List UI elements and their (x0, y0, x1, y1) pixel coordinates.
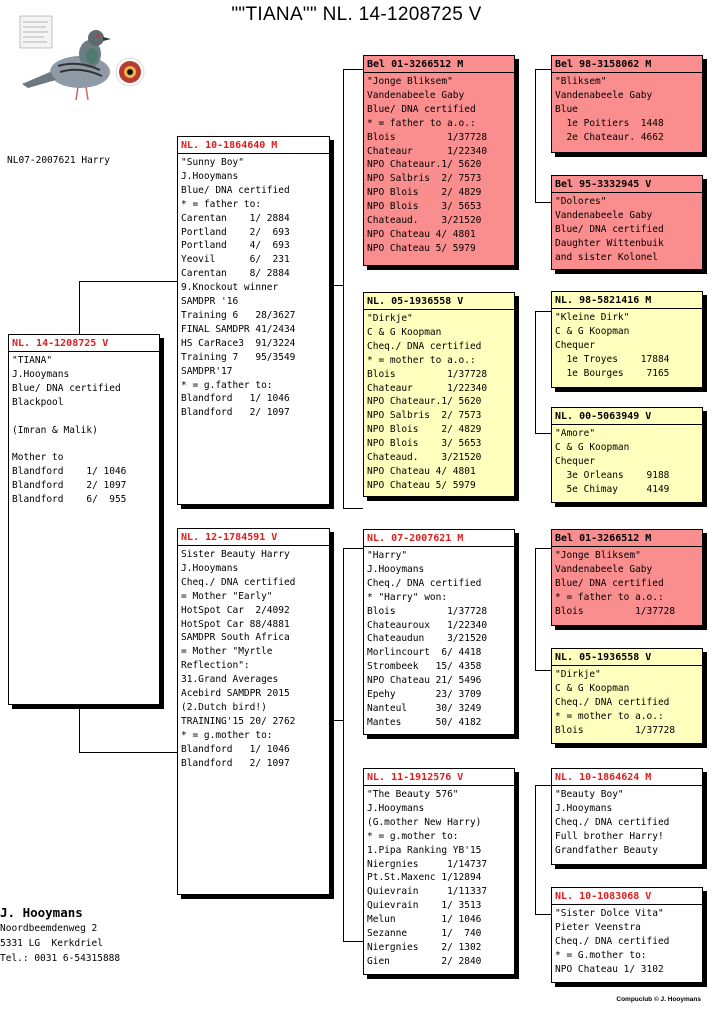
pedigree-line: "Bliksem" (555, 76, 607, 87)
pedigree-line: Grandfather Beauty (555, 844, 658, 856)
ring-number: NL. 14-1208725 V (9, 337, 159, 352)
pedigree-lines (555, 75, 699, 145)
pedigree-line: * = g.father to: (181, 379, 273, 391)
connector (535, 785, 551, 786)
pedigree-line: Cheq./ DNA certified (181, 576, 296, 588)
pedigree-line: "Dolores" (555, 196, 607, 207)
pedigree-line: SAMDPR'17 (181, 365, 233, 377)
pedigree-line: Cheq./ DNA certified (367, 340, 482, 352)
pigeon-logo-image (18, 14, 148, 109)
pedigree-line: FINAL SAMDPR 41/2434 (181, 323, 296, 335)
pedigree-box-ddd (551, 887, 703, 983)
ring-number: NL. 05-1936558 V (364, 295, 514, 310)
pedigree-line: NPO Chateau 1/ 3102 (555, 963, 664, 975)
pedigree-line: Blandford 2/ 1097 (12, 480, 127, 492)
pedigree-lines (555, 907, 699, 977)
pedigree-line: * = father to a.o.: (555, 591, 664, 603)
pedigree-line: 9.Knockout winner (181, 282, 279, 294)
pedigree-line: and sister Kolonel (555, 251, 658, 263)
owner-address-line: Noordbeemdenweg 2 (0, 923, 98, 934)
pedigree-line: C & G Koopman (555, 441, 630, 453)
pedigree-line: NPO Blois 3/ 5653 (367, 201, 482, 213)
pedigree-box-subject (8, 334, 160, 705)
sibling-note: NL07-2007621 Harry (7, 155, 110, 166)
connector (343, 548, 363, 549)
pedigree-line: Blue/ DNA certified (12, 382, 121, 394)
pedigree-lines (555, 549, 699, 619)
ring-number: NL. 10-1864640 M (178, 139, 329, 154)
connector (535, 670, 551, 671)
ring-number: Bel 95-3332945 V (552, 178, 702, 193)
page-title: ""TIANA"" NL. 14-1208725 V (231, 4, 482, 25)
connector (343, 69, 344, 509)
connector (535, 548, 551, 549)
ring-number: NL. 10-1864624 M (552, 771, 702, 786)
ring-number: NL. 07-2007621 M (364, 532, 514, 547)
pedigree-line: Carentan 1/ 2884 (181, 212, 290, 224)
pedigree-line: Chateaud. 3/21520 (367, 215, 482, 227)
pedigree-line: HotSpot Car 88/4881 (181, 618, 290, 630)
pedigree-line: "Jonge Bliksem" (555, 550, 641, 561)
pedigree-line: "Dirkje" (367, 313, 413, 324)
pedigree-line: "The Beauty 576" (367, 789, 459, 800)
pedigree-line: 3e Orleans 9188 (555, 469, 670, 481)
connector (343, 548, 344, 942)
pedigree-line: (2.Dutch bird!) (181, 701, 267, 713)
pedigree-line: NPO Salbris 2/ 7573 (367, 410, 482, 422)
pedigree-line: Sezanne 1/ 740 (367, 928, 482, 940)
pedigree-line: "Beauty Boy" (555, 789, 624, 800)
pedigree-line: (Imran & Malik) (12, 424, 98, 436)
pedigree-box-sss (551, 55, 703, 153)
pedigree-line: Blandford 2/ 1097 (181, 757, 290, 769)
pedigree-lines (555, 668, 699, 738)
pedigree-line: Pieter Veenstra (555, 921, 641, 933)
pedigree-line (12, 437, 156, 451)
pedigree-line: Carentan 8/ 2884 (181, 268, 290, 280)
pedigree-line: Yeovil 6/ 231 (181, 254, 290, 266)
pedigree-lines (555, 195, 699, 265)
pedigree-line: 5e Chimay 4149 (555, 483, 670, 495)
pedigree-line: Blue/ DNA certified (555, 223, 664, 235)
pedigree-line: "Sister Dolce Vita" (555, 908, 664, 919)
pedigree-line: Chequer (555, 339, 596, 351)
pedigree-line: NPO Chateau 4/ 4801 (367, 465, 476, 477)
owner-address-line: 5331 LG Kerkdriel (0, 938, 103, 949)
pedigree-box-sire-dam (363, 292, 515, 497)
pedigree-line: Blandford 1/ 1046 (12, 466, 127, 478)
pedigree-line: C & G Koopman (367, 326, 442, 338)
pedigree-line: Cheq./ DNA certified (555, 696, 670, 708)
pedigree-line: Chequer (555, 455, 596, 467)
pedigree-line: Pt.St.Maxenc 1/12894 (367, 872, 482, 884)
connector (535, 69, 536, 203)
pedigree-line: * = G.mother to: (555, 949, 647, 961)
connector (535, 433, 551, 434)
pedigree-line: * "Harry" won: (367, 591, 448, 603)
pedigree-line: "Sunny Boy" (181, 157, 244, 168)
connector (535, 69, 551, 70)
pedigree-line: 1e Poitiers 1448 (555, 117, 664, 129)
pedigree-box-dam-sire (363, 529, 515, 735)
pedigree-line: NPO Chateau 5/ 5979 (367, 479, 476, 491)
connector (79, 281, 178, 282)
pedigree-line: Vandenabeele Gaby (555, 209, 653, 221)
pedigree-line: Chateaur 1/22340 (367, 382, 488, 394)
pedigree-line: Full brother Harry! (555, 830, 664, 842)
ring-number: Bel 01-3266512 M (552, 532, 702, 547)
connector (79, 281, 80, 334)
pedigree-line: NPO Chateaur.1/ 5620 (367, 396, 482, 408)
pedigree-line: (G.mother New Harry) (367, 816, 482, 828)
connector (79, 704, 80, 753)
pedigree-lines (181, 156, 326, 420)
pedigree-line: NPO Chateaur.1/ 5620 (367, 159, 482, 171)
pedigree-line: Epehy 23/ 3709 (367, 689, 482, 701)
pedigree-line: HotSpot Car 2/4092 (181, 604, 290, 616)
pedigree-lines (181, 548, 326, 771)
pedigree-line: Blois 1/37728 (367, 131, 488, 143)
owner-info (0, 905, 120, 966)
pedigree-line: Blandford 1/ 1046 (181, 743, 290, 755)
pedigree-line: NPO Blois 3/ 5653 (367, 438, 482, 450)
pedigree-line (12, 410, 156, 424)
connector (535, 202, 551, 203)
pedigree-line: Gien 2/ 2840 (367, 955, 482, 967)
pedigree-lines (12, 354, 156, 507)
pedigree-lines (367, 312, 511, 493)
pedigree-line: Vandenabeele Gaby (555, 89, 653, 101)
pedigree-box-dss (551, 529, 703, 626)
pedigree-line: Blue/ DNA certified (181, 184, 290, 196)
pedigree-line: C & G Koopman (555, 682, 630, 694)
pedigree-line: Mantes 50/ 4182 (367, 716, 482, 728)
ring-number: NL. 00-5063949 V (552, 410, 702, 425)
ring-number: NL. 98-5821416 M (552, 294, 702, 309)
pedigree-line: Blandford 1/ 1046 (181, 393, 290, 405)
pedigree-line: 2e Chateaur. 4662 (555, 131, 664, 143)
pedigree-line: "Harry" (367, 550, 408, 561)
pedigree-line: Morlincourt 6/ 4418 (367, 647, 482, 659)
owner-phone: Tel.: 0031 6-54315888 (0, 953, 121, 964)
pedigree-box-ssd (551, 175, 703, 270)
owner-name: J. Hooymans (0, 905, 83, 920)
pedigree-line: Chateaudun 3/21520 (367, 633, 488, 645)
pedigree-line: 1e Troyes 17884 (555, 353, 670, 365)
pedigree-lines (367, 75, 511, 256)
pedigree-line: TRAINING'15 20/ 2762 (181, 715, 296, 727)
pedigree-line: Quievrain 1/ 3513 (367, 900, 482, 912)
pedigree-line: NPO Salbris 2/ 7573 (367, 173, 482, 185)
pedigree-line: Melun 1/ 1046 (367, 914, 482, 926)
ring-number: NL. 10-1083068 V (552, 890, 702, 905)
pedigree-lines (555, 427, 699, 497)
pedigree-line: J.Hooymans (181, 170, 239, 182)
pedigree-box-dsd (551, 648, 703, 744)
connector (535, 311, 536, 434)
pedigree-line: Training 6 28/3627 (181, 309, 296, 321)
pedigree-box-sire (177, 136, 330, 505)
connector (330, 720, 343, 721)
pedigree-line: = Mother "Myrtle (181, 646, 273, 658)
pedigree-line: J.Hooymans (367, 563, 425, 575)
pedigree-line: Mother to (12, 452, 64, 464)
pedigree-line: Blackpool (12, 396, 64, 408)
pedigree-line: = Mother "Early" (181, 590, 273, 602)
connector (343, 69, 363, 70)
pedigree-line: SAMDPR '16 (181, 296, 239, 308)
pedigree-lines (555, 311, 699, 381)
pedigree-line: Blois 1/37728 (367, 368, 488, 380)
pedigree-box-dds (551, 768, 703, 865)
ring-number: NL. 11-1912576 V (364, 771, 514, 786)
credit-note: Compuclub © J. Hooymans (616, 996, 701, 1003)
pedigree-line: * = mother to a.o.: (555, 710, 664, 722)
pedigree-line: Blue/ DNA certified (555, 577, 664, 589)
pedigree-line: Cheq./ DNA certified (555, 816, 670, 828)
connector (330, 285, 343, 286)
pedigree-line: Niergnies 1/14737 (367, 858, 488, 870)
pedigree-line: NPO Blois 2/ 4829 (367, 424, 482, 436)
pedigree-box-dam (177, 528, 330, 895)
pedigree-line: * = father to: (181, 198, 262, 210)
connector (535, 785, 536, 915)
pedigree-line: Blois 1/37728 (367, 605, 488, 617)
pedigree-box-sds (551, 291, 703, 388)
connector (535, 914, 551, 915)
pedigree-line: J.Hooymans (181, 562, 239, 574)
ring-number: Bel 01-3266512 M (364, 58, 514, 73)
pedigree-line: J.Hooymans (367, 802, 425, 814)
pedigree-line: "Dirkje" (555, 669, 601, 680)
pedigree-box-sdd (551, 407, 703, 503)
pedigree-line: J.Hooymans (555, 802, 613, 814)
pedigree-box-sire-sire (363, 55, 515, 266)
pedigree-line: J.Hooymans (12, 368, 70, 380)
pedigree-line: "Amore" (555, 428, 596, 439)
pedigree-line: "TIANA" (12, 355, 53, 366)
connector (535, 311, 551, 312)
pedigree-line: * = father to a.o.: (367, 117, 476, 129)
ring-number: Bel 98-3158062 M (552, 58, 702, 73)
pedigree-line: Reflection": (181, 660, 250, 672)
pedigree-line: Daughter Wittenbuik (555, 237, 664, 249)
pedigree-lines (367, 788, 511, 969)
pedigree-line: 1.Pipa Ranking YB'15 (367, 844, 482, 856)
pedigree-line: Sister Beauty Harry (181, 549, 290, 560)
pedigree-line: 1e Bourges 7165 (555, 367, 670, 379)
connector (79, 752, 178, 753)
pedigree-line: NPO Chateau 4/ 4801 (367, 228, 476, 240)
pedigree-line: Blue (555, 103, 578, 115)
pedigree-line: * = g.mother to: (367, 830, 459, 842)
pedigree-line: Blandford 2/ 1097 (181, 407, 290, 419)
pedigree-lines (367, 549, 511, 730)
pedigree-line: Strombeek 15/ 4358 (367, 661, 482, 673)
pedigree-line: Nanteul 30/ 3249 (367, 702, 482, 714)
pedigree-line: 31.Grand Averages (181, 674, 279, 686)
pedigree-line: HS CarRace3 91/3224 (181, 337, 296, 349)
breeder-logo (18, 14, 148, 109)
pedigree-lines (555, 788, 699, 858)
pedigree-line: "Jonge Bliksem" (367, 76, 453, 87)
pedigree-line: Niergnies 2/ 1302 (367, 941, 482, 953)
pedigree-line: Portland 4/ 693 (181, 240, 290, 252)
pedigree-line: SAMDPR South Africa (181, 632, 290, 644)
pedigree-line: Quievrain 1/11337 (367, 886, 488, 898)
connector (535, 548, 536, 671)
pedigree-line: Portland 2/ 693 (181, 226, 290, 238)
pedigree-line: C & G Koopman (555, 325, 630, 337)
ring-number: NL. 05-1936558 V (552, 651, 702, 666)
ring-number: NL. 12-1784591 V (178, 531, 329, 546)
pedigree-line: * = mother to a.o.: (367, 354, 476, 366)
pedigree-line: Acebird SAMDPR 2015 (181, 688, 290, 700)
connector (343, 508, 363, 509)
pedigree-line: Blandford 6/ 955 (12, 494, 127, 506)
pedigree-line: "Kleine Dirk" (555, 312, 630, 323)
pedigree-line: NPO Chateau 5/ 5979 (367, 242, 476, 254)
pedigree-line: Vandenabeele Gaby (555, 563, 653, 575)
pedigree-box-dam-dam (363, 768, 515, 975)
pedigree-line: Chateaud. 3/21520 (367, 452, 482, 464)
pedigree-line: Blue/ DNA certified (367, 103, 476, 115)
pedigree-line: Chateauroux 1/22340 (367, 619, 488, 631)
connector (343, 941, 363, 942)
pedigree-line: Chateaur 1/22340 (367, 145, 488, 157)
pedigree-line: NPO Chateau 21/ 5496 (367, 675, 482, 687)
pedigree-line: Blois 1/37728 (555, 605, 676, 617)
pedigree-line: * = g.mother to: (181, 729, 273, 741)
pedigree-line: Training 7 95/3549 (181, 351, 296, 363)
pedigree-line: Vandenabeele Gaby (367, 89, 465, 101)
pedigree-line: Blois 1/37728 (555, 724, 676, 736)
pedigree-line: Cheq./ DNA certified (367, 577, 482, 589)
pedigree-line: Cheq./ DNA certified (555, 935, 670, 947)
pedigree-line: NPO Blois 2/ 4829 (367, 187, 482, 199)
